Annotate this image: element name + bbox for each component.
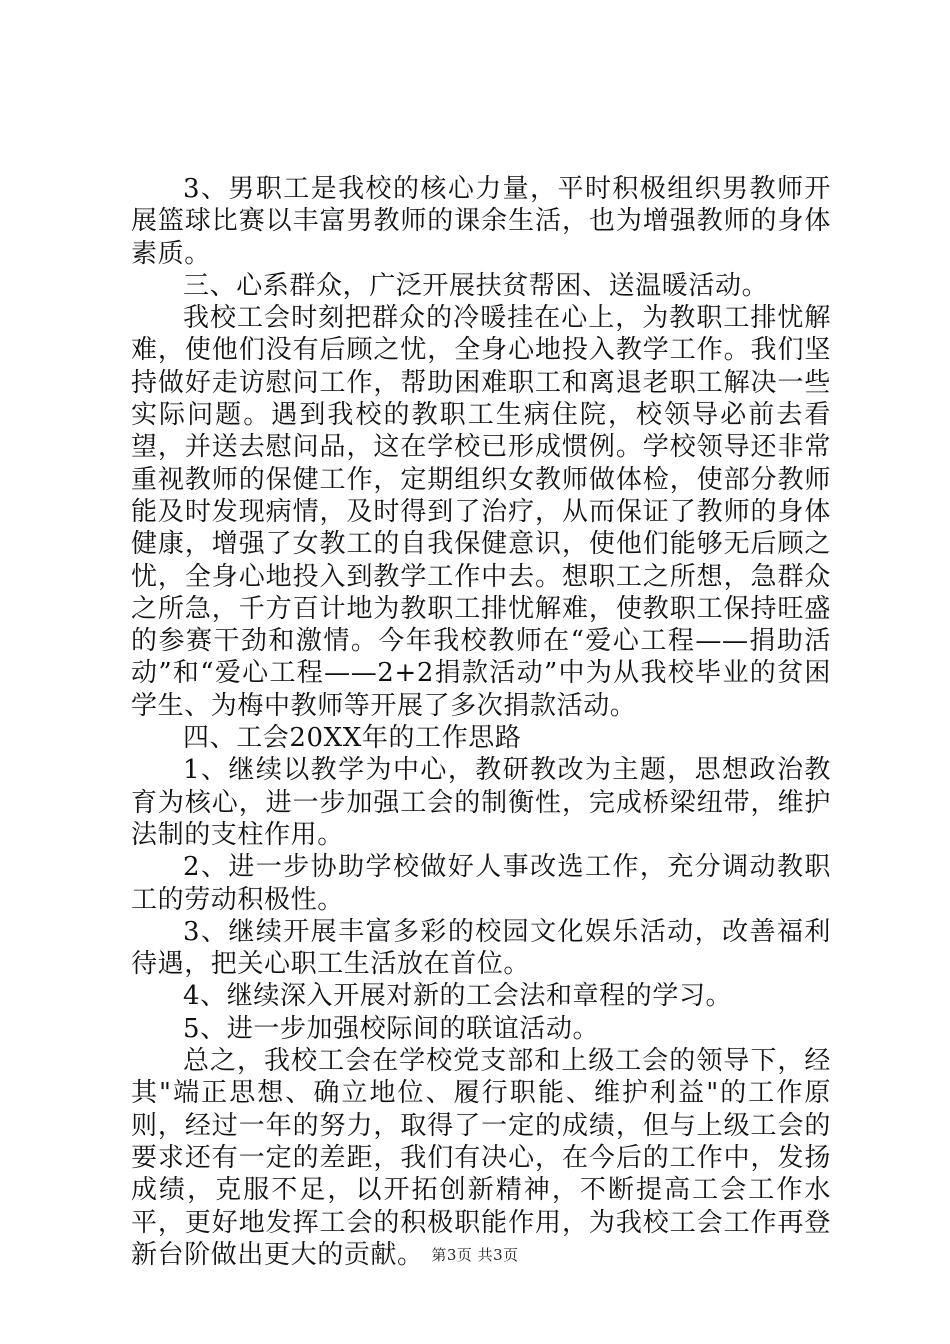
plan-item-5: 5、进一步加强校际间的联谊活动。 [183,1013,600,1044]
paragraph-caring-activities: 我校工会时刻把群众的冷暖挂在心上，为教职工排忧解难，使他们没有后顾之忧，全身心地投入教学工作。我们坚持做好走访慰问工作，帮助困难职工和离退老职工解决一些实际问题。遇到我校的教职工生病住院，校领导必前去看望，并送去慰问品，这在学校已形成惯例。学校领导还非常重视教师的保健工作，定期组织女教师做体检，使部分教师能及时发现病情，及时得到了治疗，从而保证了教师的身体健康，增强了女教工的自我保健意识，使他们能够无后顾之忧，全身心地投入到教学工作中去。想职工之所想，急群众之所急，千方百计地为教职工排忧解难，使教职工保持旺盛的参赛干劲和激情。今年我校教师在“爱心工程——捐助活动”和“爱心工程——2+2捐款活动”中为从我校毕业的贫困学生、为梅中教师等开展了多次捐款活动。 [131,303,831,721]
document-body [131,173,831,1271]
heading-section-four: 四、工会20XX年的工作思路 [183,723,522,754]
paragraph-conclusion: 总之，我校工会在学校党支部和上级工会的领导下，经其"端正思想、确立地位、履行职能、维护利益"的工作原则，经过一年的努力，取得了一定的成绩，但与上级工会的要求还有一定的差距，我们有决心，在今后的工作中，发扬成绩，克服不足，以开拓创新精神，不断提高工会工作水平，更好地发挥工会的积极职能作用，为我校工会工作再登新台阶做出更大的贡献。 [131,1046,831,1270]
plan-item-3: 3、继续开展丰富多彩的校园文化娱乐活动，改善福利待遇，把关心职工生活放在首位。 [131,916,831,980]
plan-item-4: 4、继续深入开展对新的工会法和章程的学习。 [183,981,733,1012]
plan-item-2: 2、进一步协助学校做好人事改选工作，充分调动教职工的劳动积极性。 [131,852,831,915]
page-number-footer: 第3页 共3页 [431,1246,519,1264]
heading-section-three: 三、心系群众，广泛开展扶贫帮困、送温暖活动。 [183,270,769,301]
plan-item-1: 1、继续以教学为中心，教研教改为主题，思想政治教育为核心，进一步加强工会的制衡性，完成桥梁纽带，维护法制的支柱作用。 [131,755,831,850]
paragraph-male-staff: 3、男职工是我校的核心力量，平时积极组织男教师开展篮球比赛以丰富男教师的课余生活，也为增强教师的身体素质。 [131,174,831,269]
